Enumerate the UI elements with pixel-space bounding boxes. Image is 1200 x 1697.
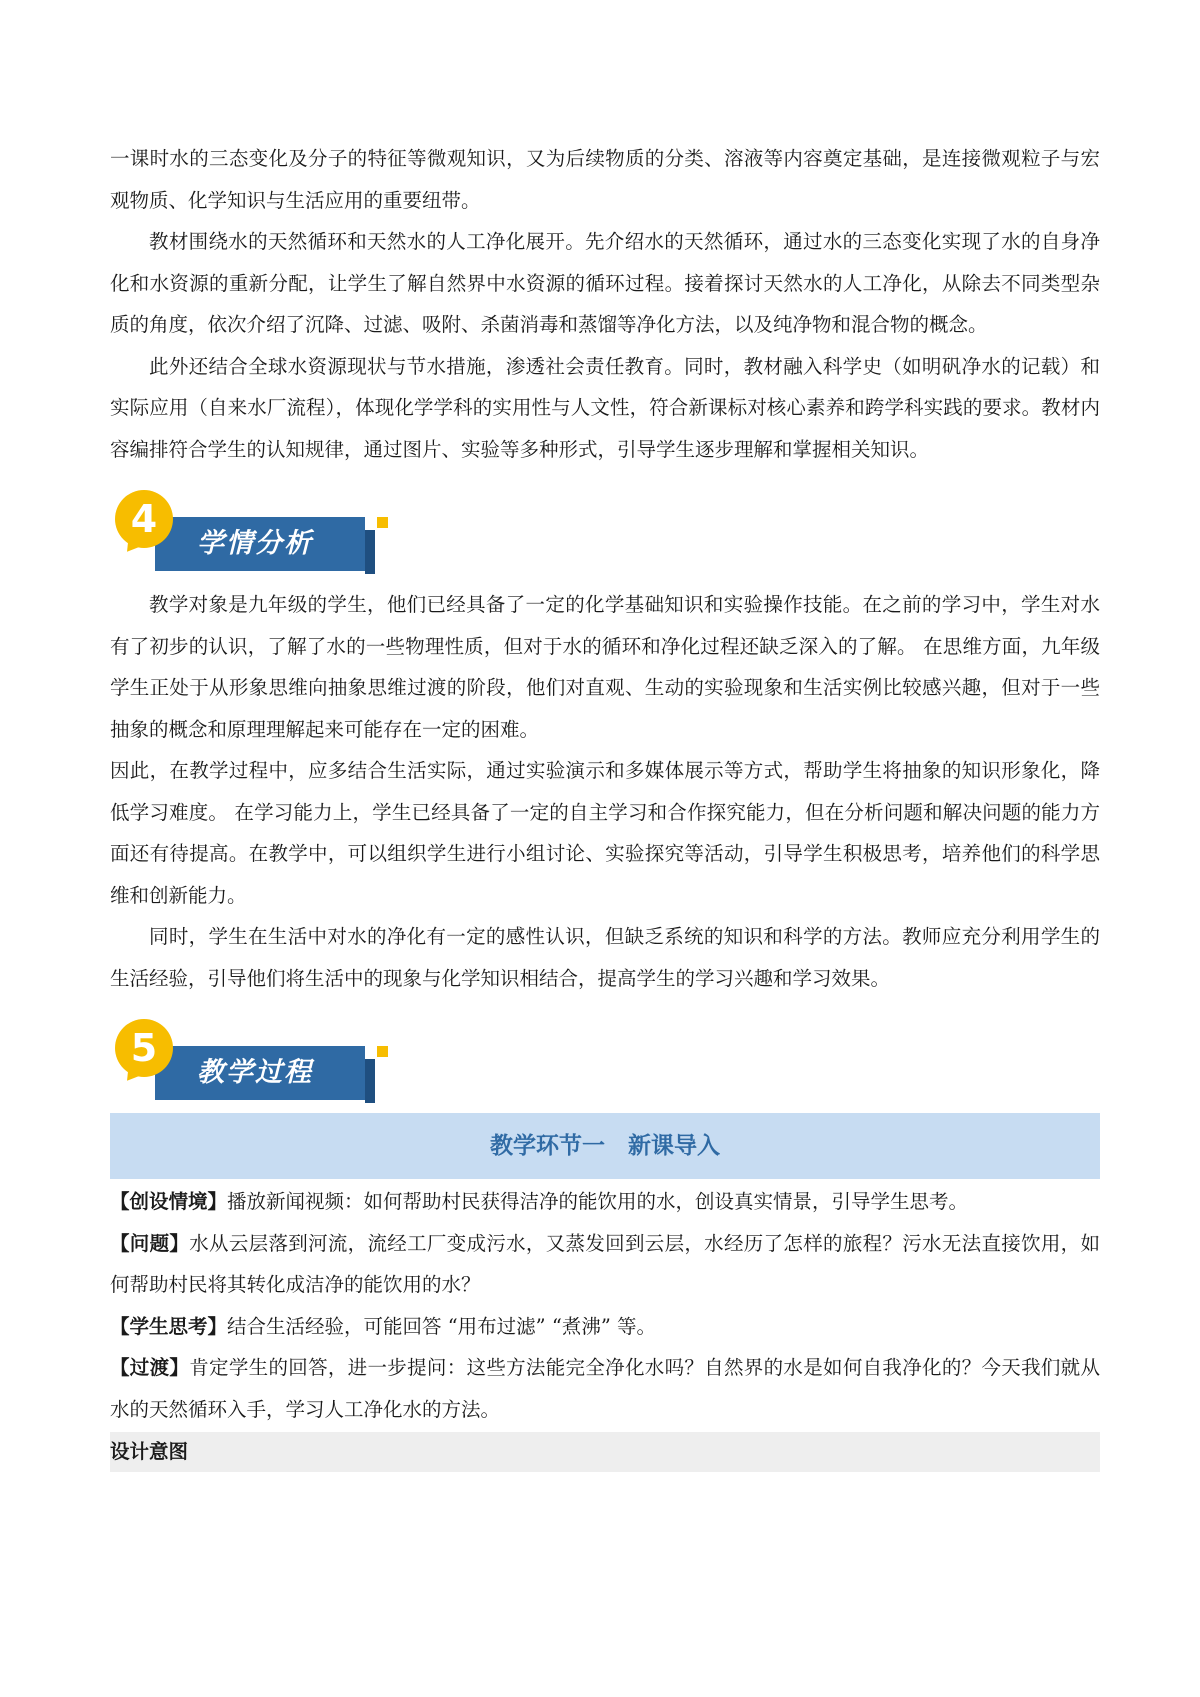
analysis-paragraph-1: 教学对象是九年级的学生，他们已经具备了一定的化学基础知识和实验操作技能。在之前的学习中，学生对水有了初步的认识，了解了水的一些物理性质，但对于水的循环和净化过程还缺乏深入的了解。 在思维方面，九年级学生正处于从形象思维向抽象思维过渡的阶段，他们对直观、生动的实验现象和生活实例比较感兴趣，但对于一些抽象的概念和原理理解起来可能存在一定的困难。 — [110, 593, 1100, 741]
section-number-badge: 5 — [115, 1019, 173, 1077]
process-item — [110, 1181, 1100, 1223]
section-title-bar — [155, 517, 365, 571]
intro-paragraph-3: 此外还结合全球水资源现状与节水措施，渗透社会责任教育。同时，教材融入科学史（如明矾净水的记载）和实际应用（自来水厂流程），体现化学学科的实用性与人文性，符合新课标对核心素养和跨学科实践的要求。教材内容编排符合学生的认知规律，通过图片、实验等多种形式，引导学生逐步理解和掌握相关知识。 — [110, 354, 1100, 461]
design-intent-label: 设计意图 — [110, 1432, 1100, 1472]
item-text: 播放新闻视频：如何帮助村民获得洁净的能饮用的水，创设真实情景，引导学生思考。 — [227, 1190, 969, 1213]
badge-shadow — [365, 530, 375, 574]
section-4-heading — [110, 486, 1100, 578]
teaching-stage-header: 教学环节一 新课导入 — [110, 1113, 1100, 1179]
process-item — [110, 1223, 1100, 1306]
item-text: 水从云层落到河流，流经工厂变成污水，又蒸发回到云层，水经历了怎样的旅程？污水无法直接饮用，如何帮助村民将其转化成洁净的能饮用的水？ — [110, 1231, 1100, 1296]
section-title-bar — [155, 1046, 365, 1100]
process-item — [110, 1306, 1100, 1348]
item-tag: 【问题】 — [110, 1231, 190, 1255]
item-text: 肯定学生的回答，进一步提问：这些方法能完全净化水吗？自然界的水是如何自我净化的？今天我们就从水的天然循环入手，学习人工净化水的方法。 — [110, 1356, 1100, 1421]
intro-paragraph-1: 一课时水的三态变化及分子的特征等微观知识，又为后续物质的分类、溶液等内容奠定基础，是连接微观粒子与宏观物质、化学知识与生活应用的重要纽带。 — [110, 147, 1100, 212]
badge-shadow — [365, 1059, 375, 1103]
intro-paragraph-2: 教材围绕水的天然循环和天然水的人工净化展开。先介绍水的天然循环，通过水的三态变化实现了水的自身净化和水资源的重新分配，让学生了解自然界中水资源的循环过程。接着探讨天然水的人工净化，从除去不同类型杂质的角度，依次介绍了沉降、过滤、吸附、杀菌消毒和蒸馏等净化方法，以及纯净物和混合物的概念。 — [110, 230, 1100, 336]
document-page — [110, 138, 1100, 1472]
badge-accent-square — [377, 517, 388, 528]
item-tag: 【过渡】 — [110, 1356, 190, 1379]
section-5-heading — [110, 1015, 1100, 1107]
section-title: 学情分析 — [197, 528, 313, 559]
item-tag: 【学生思考】 — [110, 1314, 228, 1338]
section-number-badge: 4 — [115, 490, 173, 548]
process-item — [110, 1347, 1100, 1430]
badge-accent-square — [377, 1046, 388, 1057]
item-tag: 【创设情境】 — [110, 1190, 228, 1213]
item-text: 结合生活经验，可能回答 “用布过滤” “煮沸” 等。 — [227, 1314, 656, 1338]
analysis-paragraph-2: 因此，在教学过程中，应多结合生活实际，通过实验演示和多媒体展示等方式，帮助学生将抽象的知识形象化，降低学习难度。 在学习能力上，学生已经具备了一定的自主学习和合作探究能力，但在分析问题和解决问题的能力方面还有待提高。在教学中，可以组织学生进行小组讨论、实验探究等活动，引导学生积极思考，培养他们的科学思维和创新能力。 — [110, 759, 1100, 907]
section-title: 教学过程 — [197, 1057, 313, 1088]
analysis-paragraph-3: 同时，学生在生活中对水的净化有一定的感性认识，但缺乏系统的知识和科学的方法。教师应充分利用学生的生活经验，引导他们将生活中的现象与化学知识相结合，提高学生的学习兴趣和学习效果。 — [110, 925, 1100, 990]
